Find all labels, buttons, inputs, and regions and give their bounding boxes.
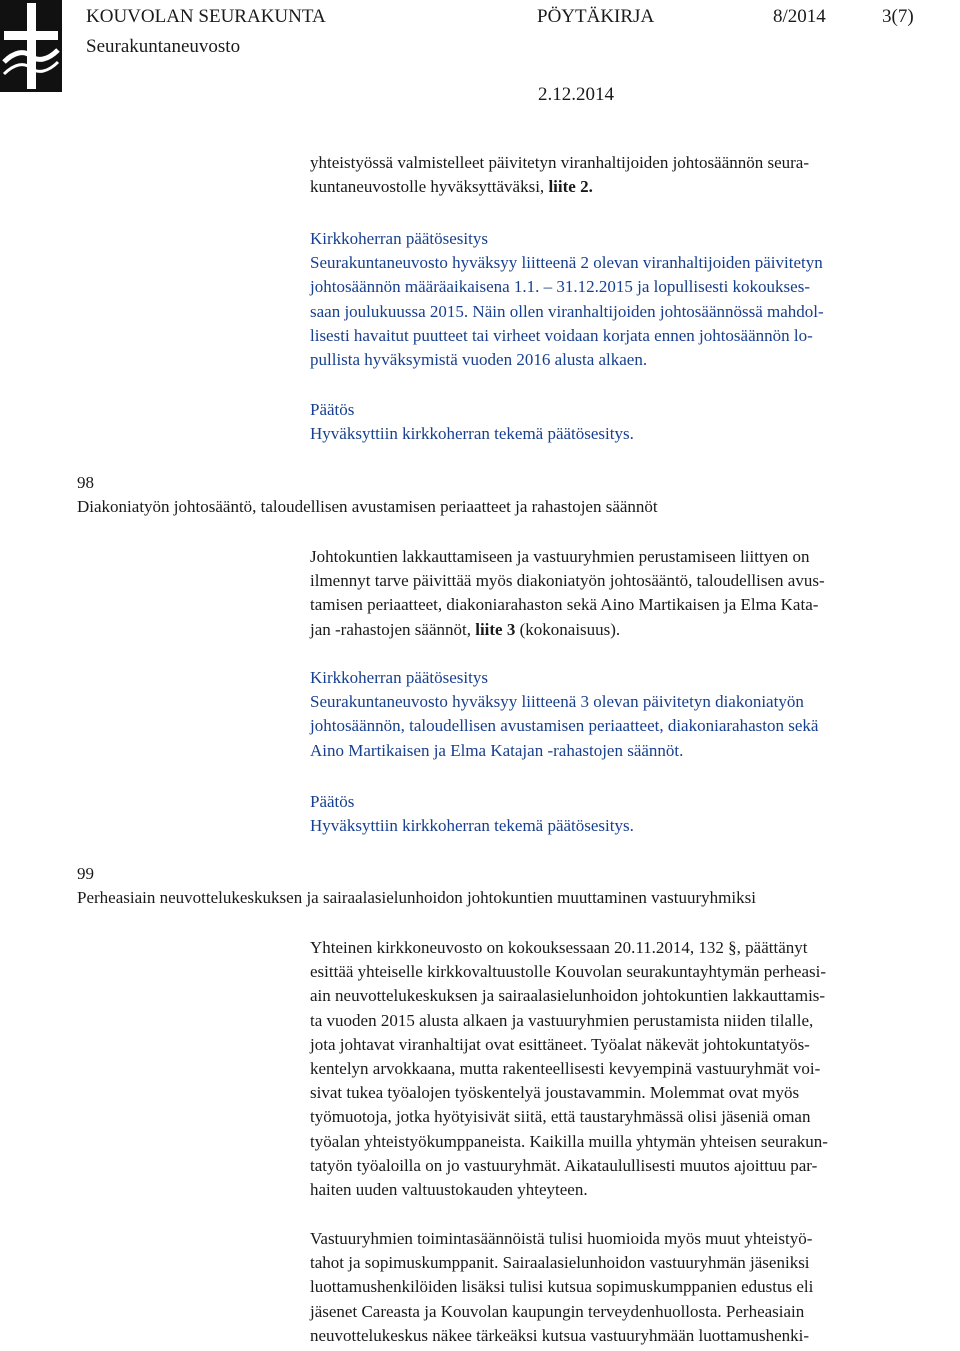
proposal-line: Aino Martikaisen ja Elma Katajan -rahastojen säännöt. — [310, 740, 684, 760]
item-98-decision — [310, 790, 946, 838]
document-type: PÖYTÄKIRJA — [537, 6, 655, 27]
paragraph-line: jäsenet Careasta ja Kouvolan kaupungin terveydenhuollosta. Perheasiain — [310, 1301, 805, 1321]
item-title: Perheasiain neuvottelukeskuksen ja sairaalasielunhoidon johtokuntien muuttaminen vastuuryhmiksi — [77, 888, 756, 908]
decision-text: Hyväksyttiin kirkkoherran tekemä päätösesitys. — [310, 424, 634, 444]
paragraph-line: ain neuvottelukeskuksen ja sairaalasielunhoidon johtokuntien lakkauttamis- — [310, 986, 826, 1006]
meeting-date: 2.12.2014 — [538, 84, 614, 105]
decision-heading: Päätös — [310, 792, 355, 811]
paragraph-line: tahot ja sopimuskumppanit. Sairaalasielunhoidon vastuuryhmän jäseniksi — [310, 1253, 810, 1273]
church-cross-logo-icon — [0, 0, 62, 92]
description-tail: (kokonaisuus). — [515, 619, 621, 639]
item-98-header — [77, 471, 947, 519]
paragraph-line: ta vuoden 2015 alusta alkaen ja vastuuryhmien perustamista niiden tilalle, — [310, 1010, 814, 1030]
proposal-heading: Kirkkoherran päätösesitys — [310, 229, 488, 248]
decision-heading: Päätös — [310, 400, 355, 419]
proposal-line: johtosäännön määräaikaisena 1.1. – 31.12.2015 ja lopullisesti kokoukses- — [310, 277, 810, 297]
paragraph-line: tatyön työaloilla on jo vastuuryhmät. Aikataulullisesti muutos ajoittuu par- — [310, 1155, 818, 1175]
item-number: 99 — [77, 864, 94, 883]
paragraph-line: neuvottelukeskus näkee tärkeäksi kutsua vastuuryhmään luottamushenki- — [310, 1325, 810, 1345]
item-number: 98 — [77, 473, 94, 492]
description-line — [310, 618, 946, 642]
meeting-body: Seurakuntaneuvosto — [86, 36, 241, 57]
decision-text: Hyväksyttiin kirkkoherran tekemä päätösesitys. — [310, 816, 634, 836]
paragraph-line: Yhteinen kirkkoneuvosto on kokouksessaan 20.11.2014, 132 §, päättänyt — [310, 938, 808, 957]
item-98-proposal — [310, 666, 946, 763]
paragraph-line: esittää yhteiselle kirkkovaltuustolle Kouvolan seurakuntayhtymän perheasi- — [310, 962, 826, 982]
paragraph-line: sivat tukea työalojen työskentelyä joustavammin. Molemmat ovat myös — [310, 1083, 800, 1103]
paragraph-line: työalan yhteistyökumppaneista. Kaikilla muilla yhtymän yhteisen seurakun- — [310, 1131, 828, 1151]
organization-name: KOUVOLAN SEURAKUNTA — [86, 6, 326, 27]
paragraph-line: haiten uuden valtuustokauden yhteyteen. — [310, 1180, 588, 1200]
paragraph-line: kentelyn arvokkaana, mutta rakenteellisesti kevyempinä vastuuryhmät voi- — [310, 1059, 821, 1079]
page-number: 3(7) — [882, 6, 914, 27]
intro-line — [310, 175, 946, 199]
proposal-line: johtosäännön, taloudellisen avustamisen periaatteet, diakoniarahaston sekä — [310, 716, 819, 736]
proposal-section — [310, 227, 946, 372]
item-98-description — [310, 545, 946, 642]
paragraph-line: jota johtavat viranhaltijat ovat esittäneet. Työalat näkevät johtokuntatyös- — [310, 1034, 810, 1054]
item-title: Diakoniatyön johtosääntö, taloudellisen avustamisen periaatteet ja rahastojen säännöt — [77, 497, 658, 517]
item-99-header — [77, 862, 947, 910]
description-line: Johtokuntien lakkauttamiseen ja vastuuryhmien perustamiseen liittyen on — [310, 547, 810, 566]
paragraph-line: luottamushenkilöiden lisäksi tulisi kutsua sopimuskumppanien edustus eli — [310, 1277, 814, 1297]
proposal-line: pullista hyväksymistä vuoden 2016 alusta alkaen. — [310, 350, 648, 370]
proposal-line: Seurakuntaneuvosto hyväksyy liitteenä 2 olevan viranhaltijoiden päivitetyn — [310, 253, 823, 273]
decision-section — [310, 398, 946, 446]
proposal-line: saan joulukuussa 2015. Näin ollen viranhaltijoiden johtosäännössä mahdol- — [310, 301, 824, 321]
item-99-paragraph-2 — [310, 1227, 946, 1348]
intro-line-text: kuntaneuvostolle hyväksyttäväksi, — [310, 177, 549, 197]
attachment-link-3[interactable]: liite 3 — [475, 619, 516, 639]
attachment-link-2[interactable]: liite 2. — [548, 177, 593, 197]
proposal-line: lisesti havaitut puutteet tai virheet voidaan korjata ennen johtosäännön lo- — [310, 325, 813, 345]
intro-line: yhteistyössä valmistelleet päivitetyn viranhaltijoiden johtosäännön seura- — [310, 153, 810, 172]
proposal-heading: Kirkkoherran päätösesitys — [310, 668, 488, 687]
paragraph-line: työmuotoja, jotka hyötyisivät siitä, että taustaryhmässä olisi jäseniä oman — [310, 1107, 811, 1127]
description-line: tamisen periaatteet, diakoniarahaston sekä Aino Martikaisen ja Elma Kata- — [310, 595, 819, 615]
document-number: 8/2014 — [773, 6, 826, 27]
intro-paragraph — [310, 151, 946, 199]
description-line: ilmennyt tarve päivittää myös diakoniatyön johtosääntö, taloudellisen avus- — [310, 571, 825, 591]
item-99-paragraph-1 — [310, 936, 946, 1202]
paragraph-line: Vastuuryhmien toimintasäännöistä tulisi huomioida myös muut yhteistyö- — [310, 1229, 813, 1248]
proposal-line: Seurakuntaneuvosto hyväksyy liitteenä 3 olevan päivitetyn diakoniatyön — [310, 692, 804, 712]
description-text: jan -rahastojen säännöt, — [310, 619, 476, 639]
